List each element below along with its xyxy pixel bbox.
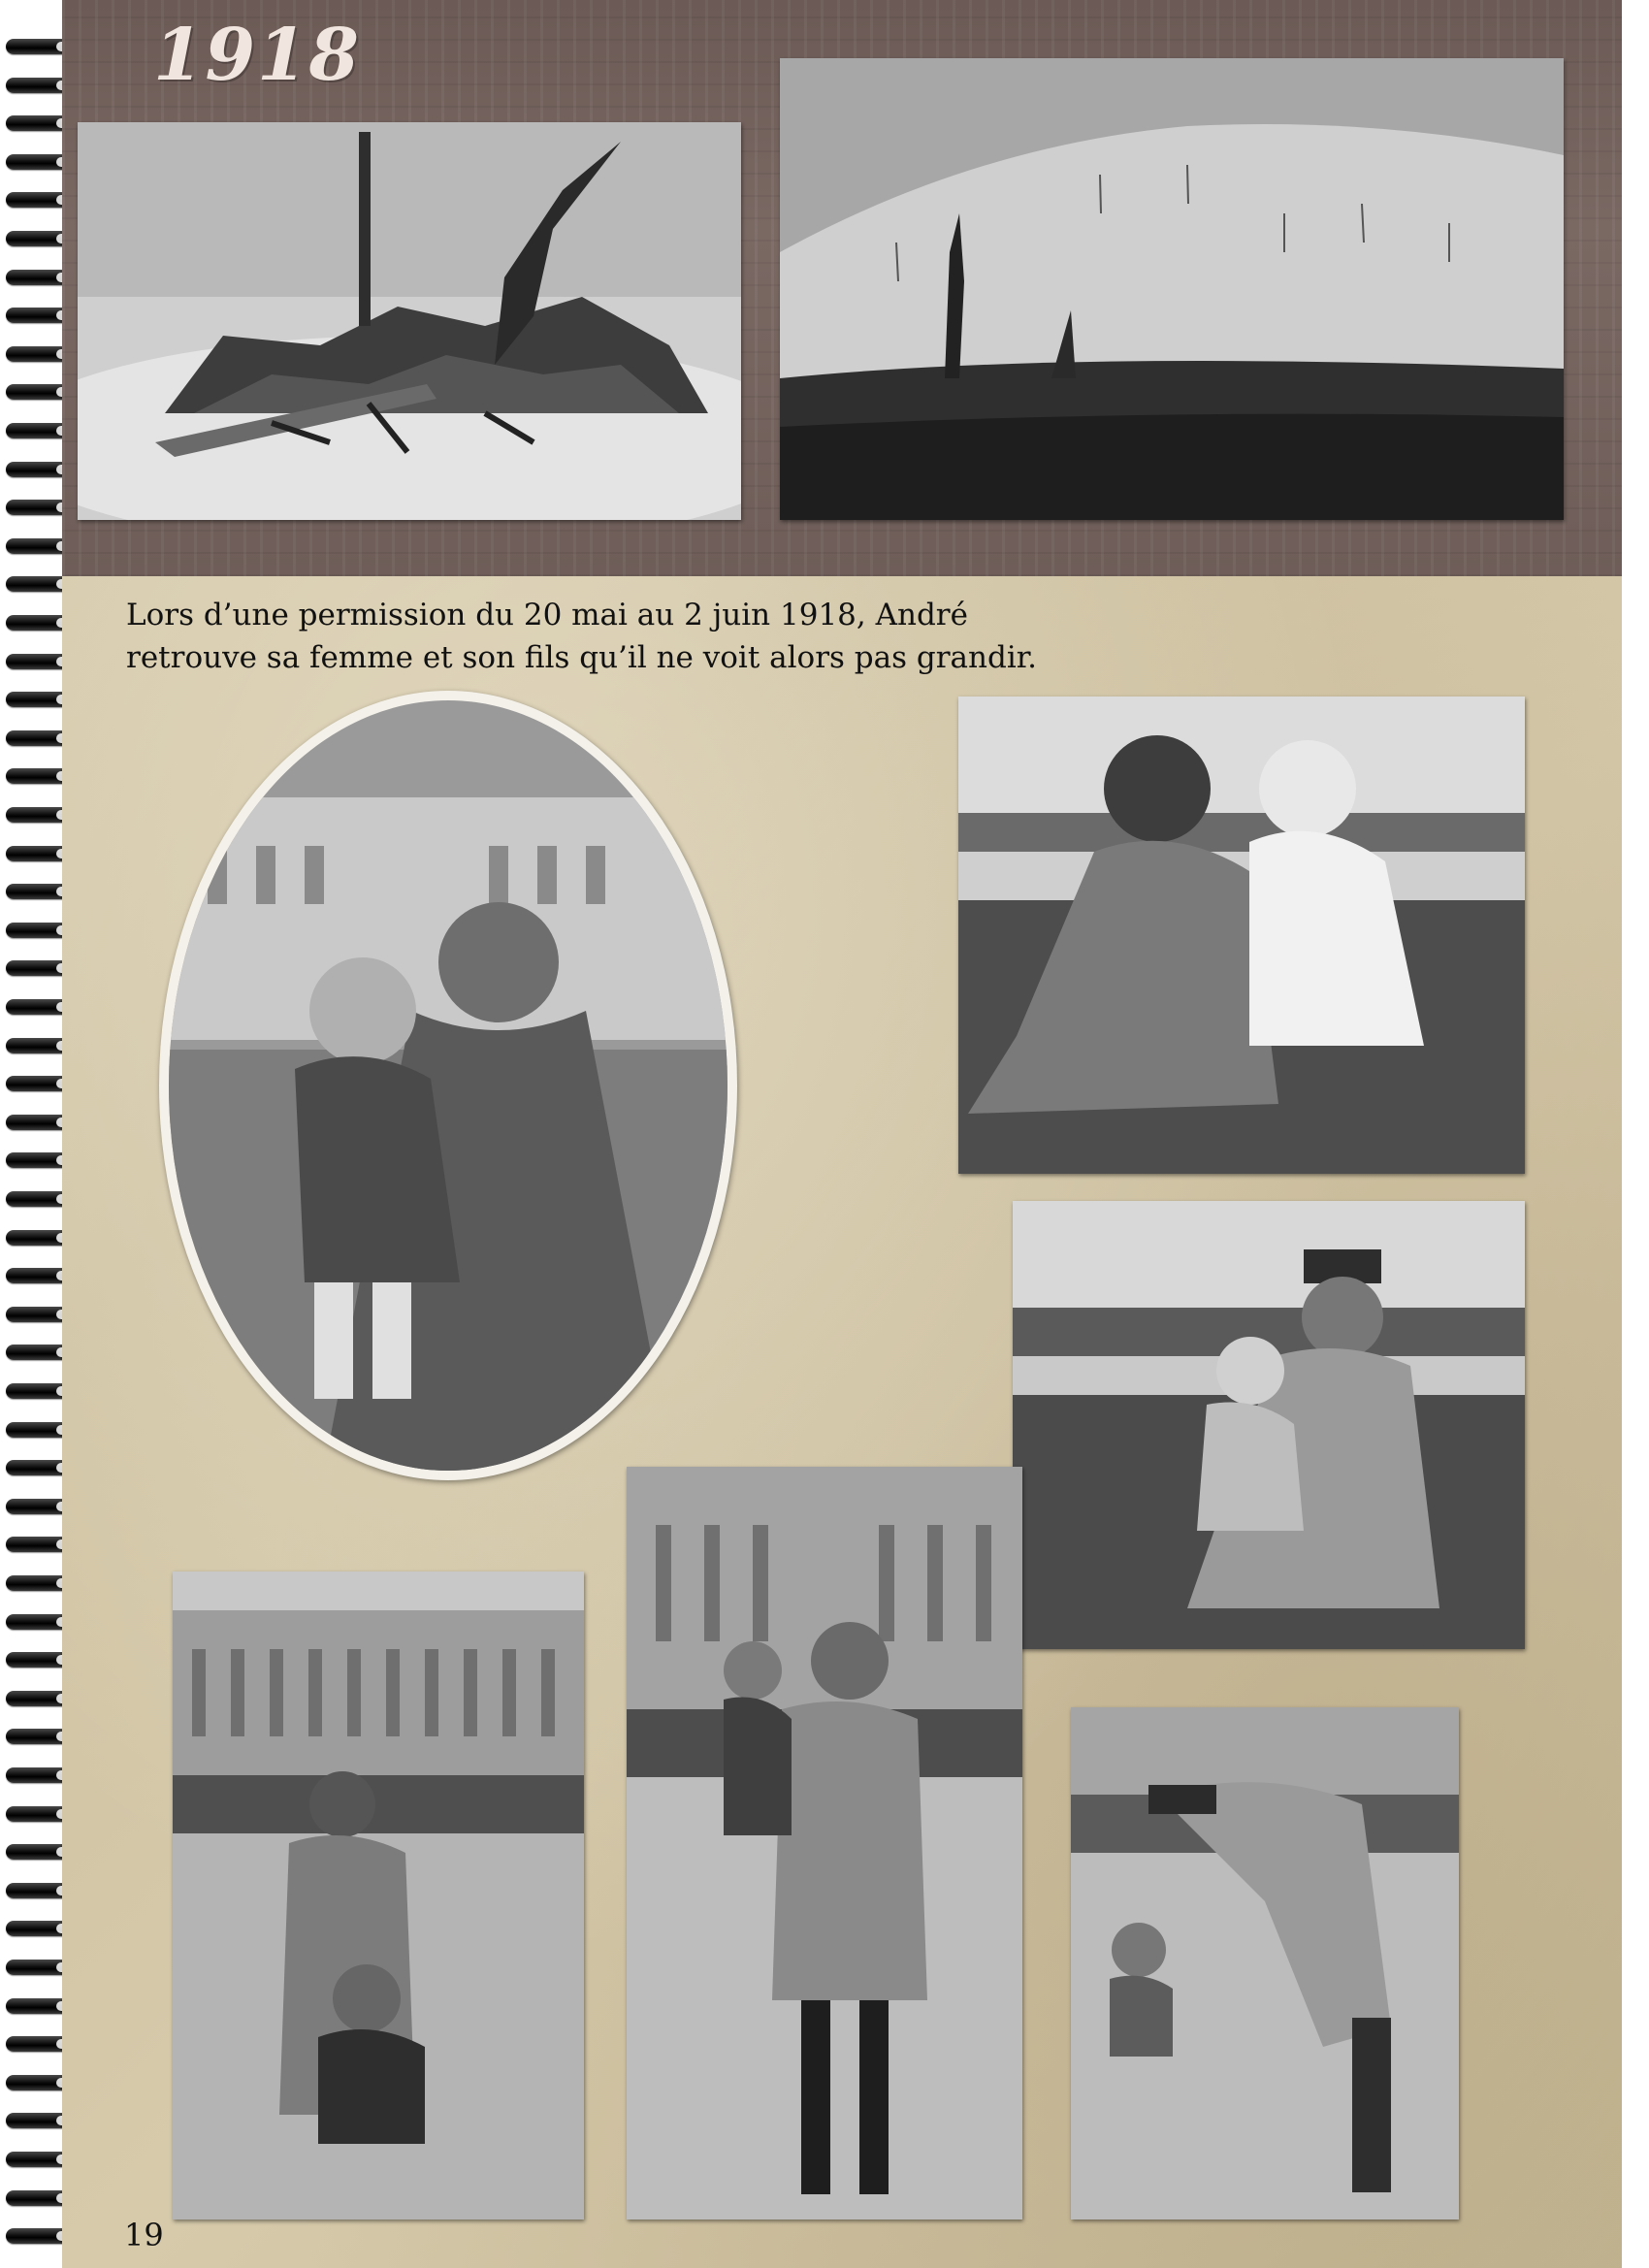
father-son-oval-photo [169,700,728,1471]
caption-line-2: retrouve sa femme et son fils qu’il ne voit alors pas grandir. [126,640,1038,675]
soldier-child-grass-photo [1013,1201,1525,1649]
war-photo-banner [62,0,1622,576]
banner-year: 1918 [153,14,361,97]
oval-portrait-frame [159,691,737,1480]
soldier-toddler-palace-photo [173,1571,584,2219]
album-page [62,0,1622,2268]
page-number: 19 [124,2217,164,2253]
battlefield-ruins-photo [78,122,741,520]
mother-baby-photo [958,697,1525,1174]
soldier-bending-child-photo [1071,1707,1459,2219]
caption-line-1: Lors d’une permission du 20 mai au 2 juin 1918, André [126,598,968,632]
barren-hill-photo [780,58,1564,520]
caption-text [126,594,1096,679]
soldier-holding-child-photo [627,1467,1022,2219]
